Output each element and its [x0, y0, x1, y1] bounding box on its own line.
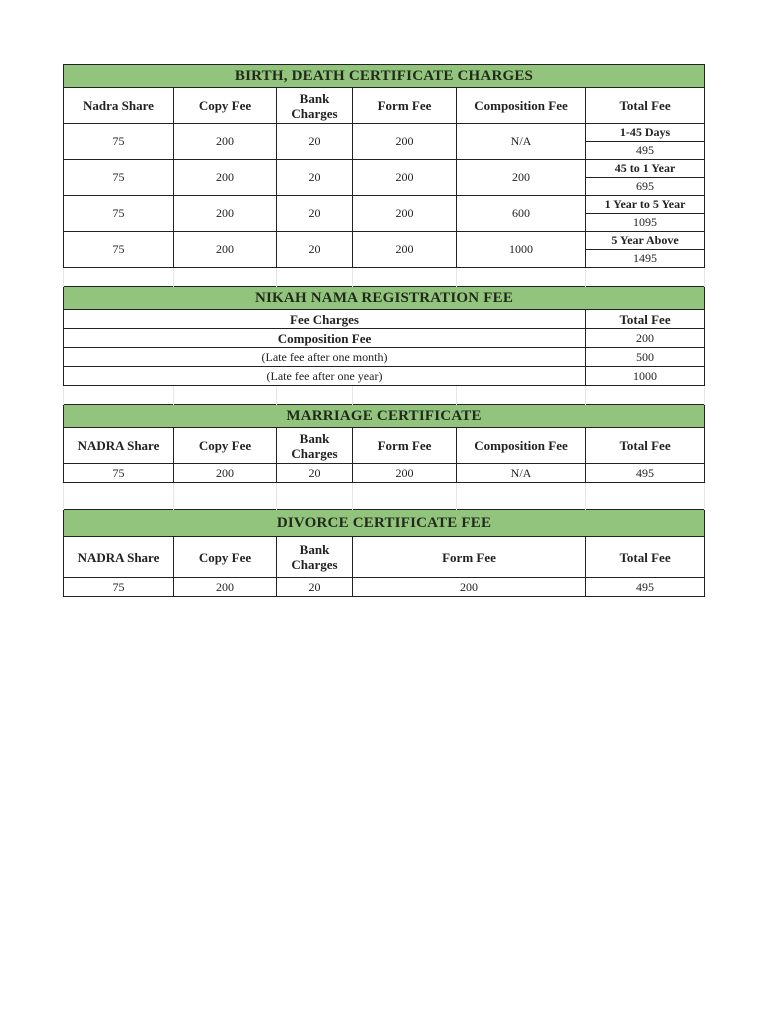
cell-nadra: 75	[64, 464, 174, 483]
cell-nadra: 75	[64, 160, 174, 196]
cell-period: 1 Year to 5 Year	[586, 196, 705, 214]
marriage-title: MARRIAGE CERTIFICATE	[64, 405, 705, 428]
col-header-bank-charges: Bank Charges	[277, 537, 353, 578]
cell-composition: N/A	[457, 464, 586, 483]
table-row	[64, 124, 705, 142]
table-row	[64, 160, 705, 178]
nikah-title: NIKAH NAMA REGISTRATION FEE	[64, 287, 705, 310]
cell-total: 495	[586, 142, 705, 160]
cell-bank: 20	[277, 124, 353, 160]
table-row	[64, 464, 705, 483]
table-row	[64, 196, 705, 214]
table-row	[64, 367, 705, 386]
table-row	[64, 329, 705, 348]
col-header-nadra-share: Nadra Share	[64, 88, 174, 124]
col-header-composition-fee: Composition Fee	[457, 88, 586, 124]
cell-bank: 20	[277, 160, 353, 196]
cell-form: 200	[353, 464, 457, 483]
nikah-label: Composition Fee	[64, 329, 586, 348]
cell-copy: 200	[174, 232, 277, 268]
cell-period: 5 Year Above	[586, 232, 705, 250]
cell-nadra: 75	[64, 578, 174, 597]
cell-nadra: 75	[64, 124, 174, 160]
cell-form: 200	[353, 160, 457, 196]
cell-nadra: 75	[64, 232, 174, 268]
cell-total: 1495	[586, 250, 705, 268]
cell-nadra: 75	[64, 196, 174, 232]
col-header-nadra-share: NADRA Share	[64, 537, 174, 578]
fee-sheet	[63, 64, 704, 597]
cell-copy: 200	[174, 196, 277, 232]
col-header-form-fee: Form Fee	[353, 428, 457, 464]
cell-total: 695	[586, 178, 705, 196]
cell-composition: 600	[457, 196, 586, 232]
col-header-copy-fee: Copy Fee	[174, 88, 277, 124]
cell-total: 495	[586, 578, 705, 597]
table-row	[64, 578, 705, 597]
col-header-total-fee: Total Fee	[586, 88, 705, 124]
col-header-total-fee: Total Fee	[586, 537, 705, 578]
cell-copy: 200	[174, 464, 277, 483]
birth-death-title: BIRTH, DEATH CERTIFICATE CHARGES	[64, 65, 705, 88]
nikah-total: 500	[586, 348, 705, 367]
cell-bank: 20	[277, 464, 353, 483]
cell-composition: 1000	[457, 232, 586, 268]
col-header-bank-charges: Bank Charges	[277, 428, 353, 464]
cell-composition: 200	[457, 160, 586, 196]
col-header-bank-charges: Bank Charges	[277, 88, 353, 124]
cell-total: 1095	[586, 214, 705, 232]
nikah-label: (Late fee after one year)	[64, 367, 586, 386]
cell-form: 200	[353, 232, 457, 268]
table-row	[64, 232, 705, 250]
nikah-total: 1000	[586, 367, 705, 386]
cell-copy: 200	[174, 160, 277, 196]
cell-total: 495	[586, 464, 705, 483]
col-header-nadra-share: NADRA Share	[64, 428, 174, 464]
col-header-copy-fee: Copy Fee	[174, 537, 277, 578]
nikah-label: (Late fee after one month)	[64, 348, 586, 367]
col-header-total-fee: Total Fee	[586, 428, 705, 464]
cell-copy: 200	[174, 578, 277, 597]
cell-copy: 200	[174, 124, 277, 160]
col-header-form-fee: Form Fee	[353, 88, 457, 124]
table-row	[64, 310, 705, 329]
cell-form: 200	[353, 196, 457, 232]
cell-bank: 20	[277, 578, 353, 597]
col-header-composition-fee: Composition Fee	[457, 428, 586, 464]
divorce-title: DIVORCE CERTIFICATE FEE	[64, 510, 705, 537]
nikah-header-total-fee: Total Fee	[586, 310, 705, 329]
cell-bank: 20	[277, 196, 353, 232]
cell-form: 200	[353, 578, 586, 597]
cell-bank: 20	[277, 232, 353, 268]
cell-period: 1-45 Days	[586, 124, 705, 142]
fee-table	[63, 64, 705, 597]
cell-form: 200	[353, 124, 457, 160]
cell-period: 45 to 1 Year	[586, 160, 705, 178]
table-row	[64, 348, 705, 367]
col-header-copy-fee: Copy Fee	[174, 428, 277, 464]
nikah-header-fee-charges: Fee Charges	[64, 310, 586, 329]
col-header-form-fee: Form Fee	[353, 537, 586, 578]
nikah-total: 200	[586, 329, 705, 348]
cell-composition: N/A	[457, 124, 586, 160]
